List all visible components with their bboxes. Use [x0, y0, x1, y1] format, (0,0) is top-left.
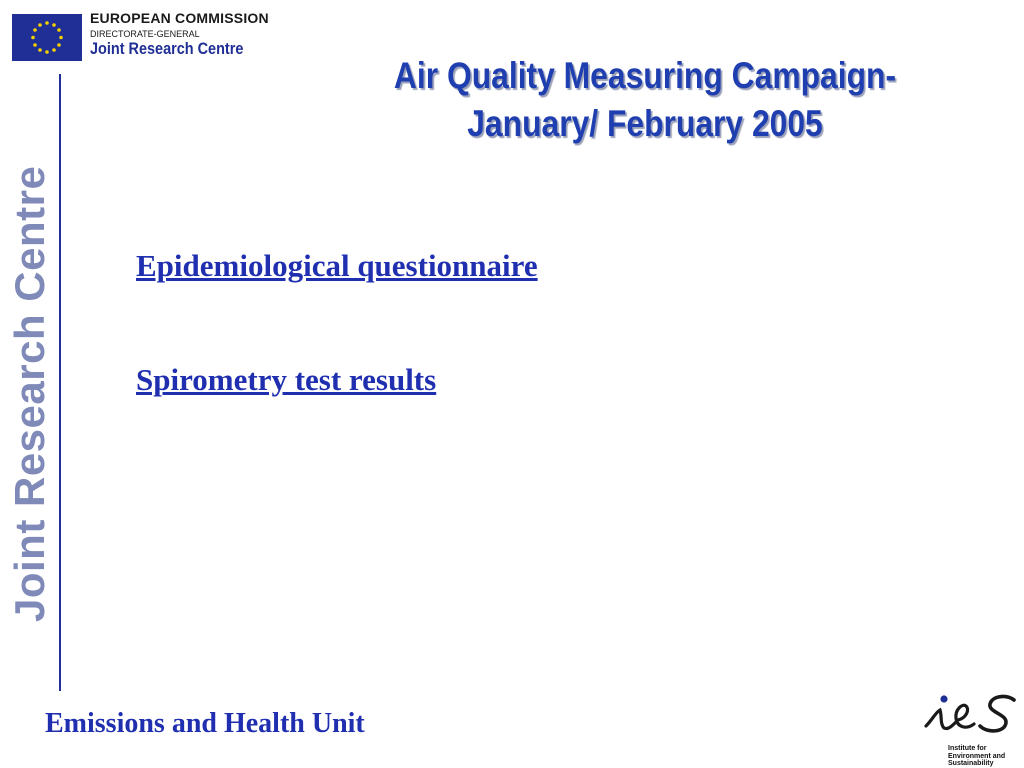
epidemiological-questionnaire-link[interactable]: Epidemiological questionnaire	[136, 248, 538, 283]
footer-unit-name: Emissions and Health Unit	[45, 708, 365, 739]
slide-title	[348, 52, 941, 148]
sidebar-divider	[59, 74, 61, 691]
ies-caption-line1: Institute for	[948, 745, 987, 752]
slide-title-line1: Air Quality Measuring Campaign-	[393, 55, 897, 96]
ies-logo	[918, 690, 1022, 768]
centre-name: Joint Research Centre	[90, 39, 244, 58]
slide-title-line2: January/ February 2005	[467, 103, 823, 144]
org-name: EUROPEAN COMMISSION	[90, 10, 269, 26]
eu-stars	[12, 14, 82, 61]
ies-caption-line3: Sustainability	[948, 760, 994, 767]
spirometry-test-results-link[interactable]: Spirometry test results	[136, 362, 437, 397]
directorate-label: DIRECTORATE-GENERAL	[90, 29, 200, 39]
sidebar-vertical-title: Joint Research Centre	[6, 165, 53, 622]
ies-logo-icon	[922, 690, 1022, 742]
ies-caption	[948, 745, 1022, 768]
ies-caption-line2: Environment and	[948, 752, 1006, 760]
organization-header	[90, 10, 270, 58]
eu-flag-icon	[12, 14, 82, 61]
